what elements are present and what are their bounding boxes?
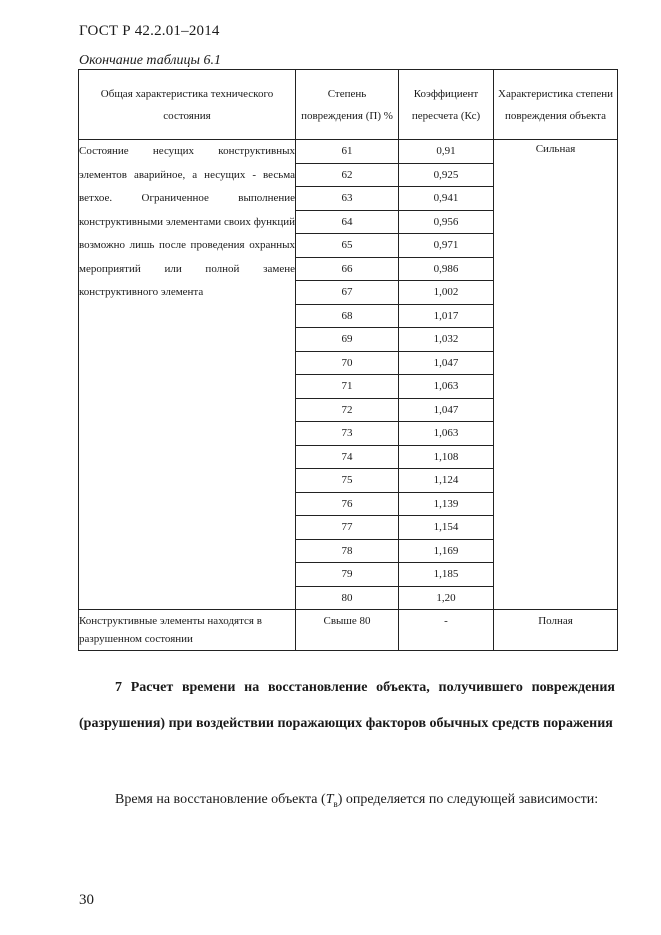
damage-degree-cell: 68 [296,304,399,328]
damage-characteristic: Сильная [494,140,618,610]
damage-degree-cell: 67 [296,281,399,305]
damage-degree-cell: 75 [296,469,399,493]
damage-degree-cell: 65 [296,234,399,258]
column-header: Общая характеристика технического состояния [79,70,296,140]
table-caption: Окончание таблицы 6.1 [79,53,221,68]
column-header: Степень повреждения (П) % [296,70,399,140]
coefficient-cell: 1,063 [399,375,494,399]
column-header: Характеристика степени повреждения объекта [494,70,618,140]
damage-degree-cell: 74 [296,445,399,469]
body-paragraph [79,783,615,821]
damage-degree-cell: 71 [296,375,399,399]
damage-degree-cell: 63 [296,187,399,211]
damage-degree-cell: 66 [296,257,399,281]
damage-degree-cell: 78 [296,539,399,563]
damage-characteristic: Полная [494,610,618,651]
damage-degree-cell: Свыше 80 [296,610,399,651]
damage-degree-cell: 77 [296,516,399,540]
damage-degree-cell: 72 [296,398,399,422]
table-row [79,610,618,651]
coefficient-cell: 1,185 [399,563,494,587]
coefficient-cell: 0,986 [399,257,494,281]
formula-symbol: Т [325,792,334,807]
paragraph-text: ) определяется по следующей зависимости: [337,792,599,807]
condition-description: Состояние несущих конструктивных элементов аварийное, а несущих - весьма ветхое. Ограниченное выполнение конструктивными элементами своих функций возможно лишь после проведения охранных мероприятий или полной замене конструктивного элемента [79,140,296,610]
data-table [78,69,618,651]
column-header: Коэффициент пересчета (Кс) [399,70,494,140]
table-header-row [79,70,618,140]
damage-degree-cell: 61 [296,140,399,164]
document-header: ГОСТ Р 42.2.01–2014 [79,23,220,39]
damage-degree-cell: 79 [296,563,399,587]
condition-description: Конструктивные элементы находятся в разрушенном состоянии [79,610,296,651]
section-heading [79,670,615,742]
coefficient-cell: 1,124 [399,469,494,493]
damage-degree-cell: 80 [296,586,399,610]
damage-degree-cell: 64 [296,210,399,234]
damage-degree-cell: 70 [296,351,399,375]
coefficient-cell: 0,971 [399,234,494,258]
coefficient-cell: 1,063 [399,422,494,446]
coefficient-cell: 1,032 [399,328,494,352]
coefficient-cell: 1,139 [399,492,494,516]
damage-degree-cell: 62 [296,163,399,187]
coefficient-cell: 1,108 [399,445,494,469]
damage-degree-cell: 76 [296,492,399,516]
coefficient-cell: 0,941 [399,187,494,211]
coefficient-cell: 1,047 [399,351,494,375]
damage-degree-cell: 73 [296,422,399,446]
coefficient-cell: 1,169 [399,539,494,563]
coefficient-cell: 0,956 [399,210,494,234]
formula-subscript: в [333,798,338,809]
coefficient-cell: - [399,610,494,651]
coefficient-cell: 1,047 [399,398,494,422]
paragraph-text: Время на восстановление объекта ( [115,792,326,807]
section-number: 7 [115,680,122,695]
coefficient-cell: 0,925 [399,163,494,187]
coefficient-cell: 1,002 [399,281,494,305]
coefficient-cell: 1,20 [399,586,494,610]
coefficient-cell: 1,154 [399,516,494,540]
coefficient-cell: 0,91 [399,140,494,164]
damage-degree-cell: 69 [296,328,399,352]
page-number: 30 [79,892,94,908]
coefficient-cell: 1,017 [399,304,494,328]
section-title: Расчет времени на восстановление объекта, получившего повреждения (разрушения) при воздействии поражающих факторов обычных средств поражения [79,680,616,731]
table-row [79,140,618,164]
